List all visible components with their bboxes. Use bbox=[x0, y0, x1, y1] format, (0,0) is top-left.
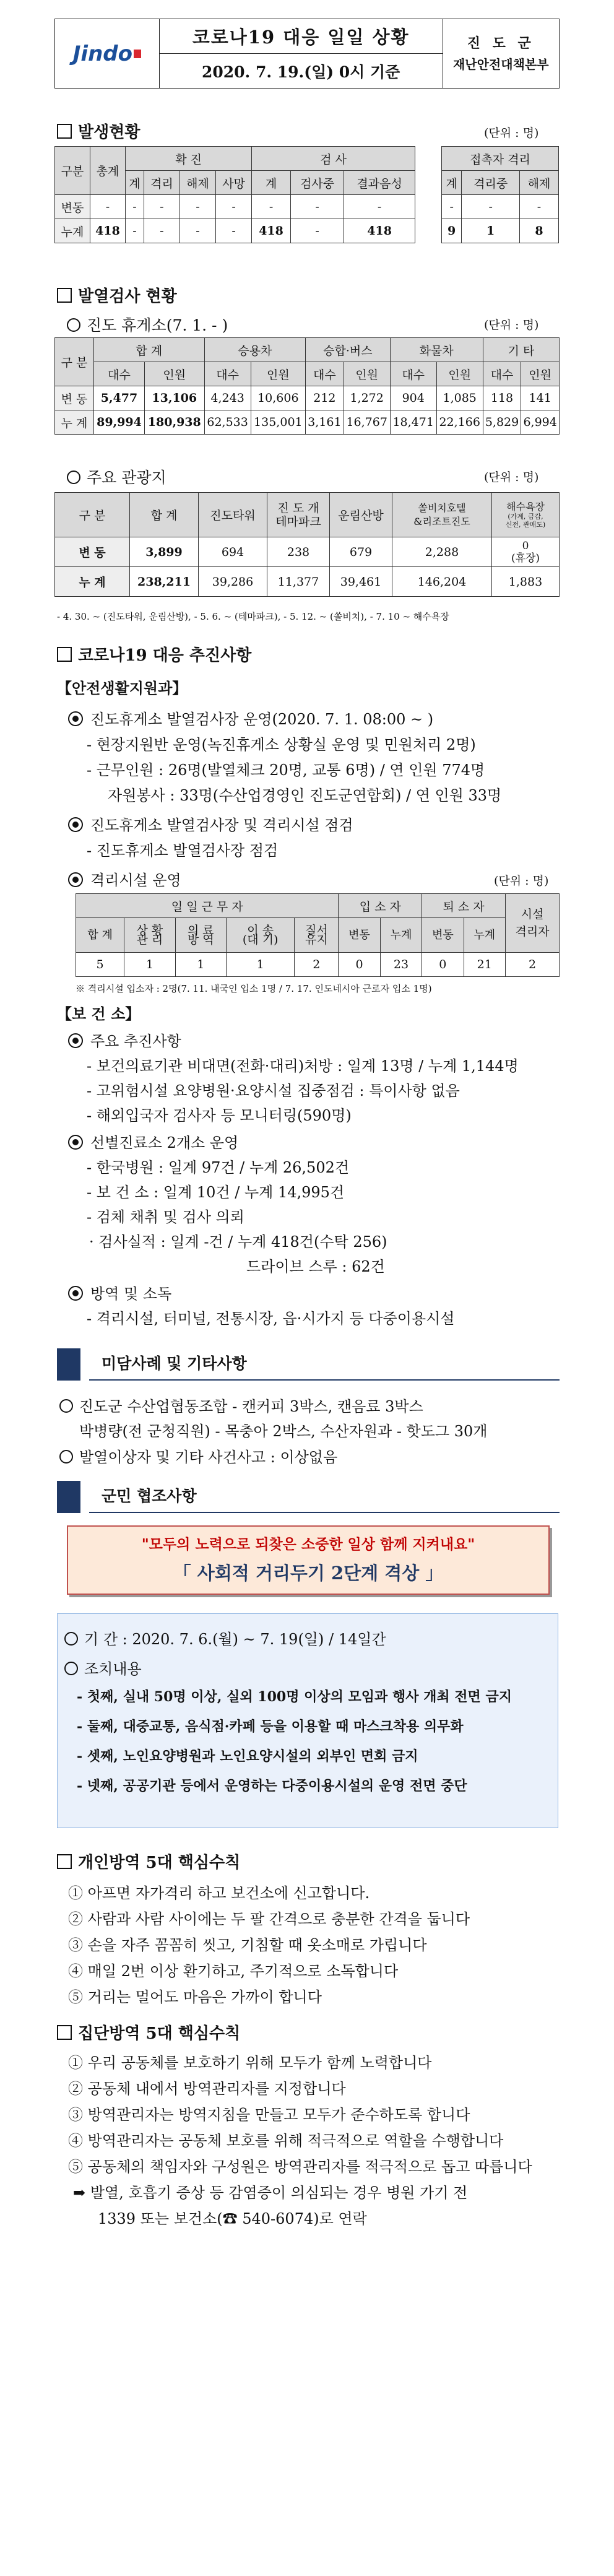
list-item: 격리시설 운영 bbox=[68, 868, 181, 890]
org-cell bbox=[443, 19, 560, 89]
list-item: - 넷째, 공공기관 등에서 운영하는 다중이용시설의 운영 전면 중단 bbox=[77, 1778, 467, 1794]
list-item: - 현장지원반 운영(녹진휴게소 상황실 운영 및 민원처리 2명) bbox=[87, 736, 476, 753]
jindo-logo: Jindo bbox=[73, 41, 141, 66]
contact-isolation-table bbox=[441, 146, 559, 243]
list-item: ① 우리 공동체를 보호하기 위해 모두가 함께 노력합니다 bbox=[68, 2054, 432, 2071]
table-cell: - bbox=[290, 195, 344, 219]
table-cell: 6,994 bbox=[521, 410, 560, 435]
list-item: - 셋째, 노인요양병원과 노인요양시설의 외부인 면회 금지 bbox=[77, 1748, 418, 1764]
table-cell: - bbox=[290, 219, 344, 243]
subheader-cell: 대수 bbox=[94, 362, 145, 386]
subheader-cell: 대수 bbox=[483, 362, 521, 386]
circle-bullet-icon bbox=[59, 1399, 73, 1413]
header-cell: 검 사 bbox=[252, 147, 415, 171]
row-label: 누계 bbox=[55, 219, 90, 243]
table-cell: - bbox=[179, 219, 215, 243]
table-cell: 5,477 bbox=[94, 386, 145, 410]
table-cell: 39,461 bbox=[330, 567, 392, 597]
section-response-title: 코로나19 대응 추진사항 bbox=[57, 643, 251, 666]
table-row bbox=[442, 219, 559, 243]
list-item: 방역 및 소독 bbox=[68, 1281, 171, 1303]
list-item: 자원봉사 : 33명(수산업경영인 진도군연합회) / 연 인원 33명 bbox=[108, 787, 502, 804]
table-cell: - bbox=[216, 195, 252, 219]
table-cell: 62,533 bbox=[204, 410, 251, 435]
circle-bullet-icon bbox=[64, 1632, 78, 1646]
square-bullet-icon bbox=[57, 288, 72, 303]
circle-bullet-icon bbox=[67, 471, 80, 484]
table-cell: 1,272 bbox=[344, 386, 390, 410]
subheader-cell: 결과음성 bbox=[344, 171, 415, 195]
table-cell: 238,211 bbox=[130, 567, 199, 597]
circle-bullet-icon bbox=[64, 1662, 78, 1675]
rest-area-table bbox=[54, 337, 560, 435]
list-item: 주요 추진사항 bbox=[68, 1029, 181, 1051]
table-cell: - bbox=[126, 219, 144, 243]
table-cell: 5 bbox=[76, 953, 124, 977]
header-cell: 구 분 bbox=[55, 493, 130, 537]
banner-slogan: "모두의 노력으로 되찾은 소중한 일상 함께 지켜내요" bbox=[141, 1536, 475, 1553]
list-item: - 진도휴게소 발열검사장 점검 bbox=[87, 842, 279, 859]
list-item: - 고위험시설 요양병원·요양시설 집중점검 : 특이사항 없음 bbox=[87, 1082, 460, 1099]
table-row bbox=[55, 537, 560, 567]
table-cell: 2 bbox=[295, 953, 339, 977]
circle-bullet-icon bbox=[67, 318, 80, 332]
subheader-cell: 인원 bbox=[436, 362, 483, 386]
header-cell: 기 타 bbox=[483, 338, 559, 362]
subheader-cell: 누계 bbox=[380, 918, 422, 953]
list-item: 진도군 수산업협동조합 - 캔커피 3박스, 캔음료 3박스 bbox=[59, 1394, 423, 1416]
rest-area-heading: 진도 휴게소(7. 1. - ) bbox=[67, 313, 228, 336]
header-cell: 일 일 근 무 자 bbox=[76, 894, 339, 918]
table-cell: - bbox=[179, 195, 215, 219]
header-table bbox=[54, 19, 560, 89]
list-item: - 해외입국자 검사자 등 모니터링(590명) bbox=[87, 1107, 352, 1124]
table-cell: 1 bbox=[124, 953, 175, 977]
measures-heading: 조치내용 bbox=[64, 1657, 142, 1678]
table-cell: 1 bbox=[175, 953, 226, 977]
header-cell: 승용차 bbox=[204, 338, 305, 362]
tourist-spot-table bbox=[54, 492, 560, 597]
row-label: 변 동 bbox=[55, 386, 94, 410]
header-cell: 진 도 개 테마파크 bbox=[267, 493, 330, 537]
table-row bbox=[76, 953, 560, 977]
list-item: - 근무인원 : 26명(발열체크 20명, 교통 6명) / 연 인원 774명 bbox=[87, 761, 485, 779]
list-item: ② 사람과 사람 사이에는 두 팔 간격으로 충분한 간격을 둡니다 bbox=[68, 1910, 470, 1928]
subheader-cell: 대수 bbox=[204, 362, 251, 386]
table-cell: 904 bbox=[390, 386, 436, 410]
table-cell: 1 bbox=[226, 953, 294, 977]
table-cell: 0 bbox=[339, 953, 380, 977]
list-item: - 한국병원 : 일계 97건 / 누계 26,502건 bbox=[87, 1159, 350, 1176]
bullseye-bullet-icon bbox=[68, 711, 83, 726]
row-label: 변동 bbox=[55, 195, 90, 219]
table-cell: 22,166 bbox=[436, 410, 483, 435]
subheader-cell: 질서 유지 bbox=[295, 918, 339, 953]
header-cell: 합 계 bbox=[130, 493, 199, 537]
tourist-spot-heading: 주요 관광지 bbox=[67, 466, 166, 488]
table-row bbox=[55, 386, 560, 410]
table-cell: 141 bbox=[521, 386, 560, 410]
bullseye-bullet-icon bbox=[68, 1286, 83, 1301]
list-item: ② 공동체 내에서 방역관리자를 지정합니다 bbox=[68, 2080, 346, 2097]
table-cell: 1,883 bbox=[492, 567, 560, 597]
occurrence-table bbox=[54, 146, 415, 243]
table-cell: 212 bbox=[306, 386, 344, 410]
tourist-note: - 4. 30. ~ (진도타워, 운림산방), - 5. 6. ~ (테마파크), - 5. 12. ~ (쏠비치), - 7. 10 ~ 해수욕장 bbox=[57, 611, 449, 622]
table-cell: - bbox=[126, 195, 144, 219]
table-row bbox=[55, 219, 415, 243]
isolation-facility-table bbox=[76, 893, 560, 977]
list-item: - 격리시설, 터미널, 전통시장, 읍·시가지 등 다중이용시설 bbox=[87, 1310, 455, 1327]
list-item: ① 아프면 자가격리 하고 보건소에 신고합니다. bbox=[68, 1884, 370, 1902]
header-cell: 접촉자 격리 bbox=[442, 147, 559, 171]
header-cell: 총계 bbox=[90, 147, 126, 195]
table-row bbox=[55, 567, 560, 597]
bullseye-bullet-icon bbox=[68, 1135, 83, 1150]
unit-label: (단위 : 명) bbox=[484, 318, 539, 332]
report-title: 코로나19 대응 일일 상황 bbox=[159, 19, 443, 54]
subheader-cell: 누계 bbox=[464, 918, 505, 953]
subheader-cell: 해제 bbox=[179, 171, 215, 195]
header-cell: 입 소 자 bbox=[339, 894, 422, 918]
header-cell: 쏠비치호텔 &리조트진도 bbox=[392, 493, 492, 537]
subheader-cell: 격리 bbox=[144, 171, 179, 195]
table-cell: 8 bbox=[519, 219, 558, 243]
section-occurrence-title: 발생현황 bbox=[57, 119, 140, 142]
subheader-cell: 의 료 방 역 bbox=[175, 918, 226, 953]
list-item: 선별진료소 2개소 운영 bbox=[68, 1130, 238, 1152]
list-item: 진도휴게소 발열검사장 및 격리시설 점검 bbox=[68, 813, 353, 835]
unit-label: (단위 : 명) bbox=[494, 874, 549, 888]
table-cell: 3,161 bbox=[306, 410, 344, 435]
square-bullet-icon bbox=[57, 124, 72, 139]
health-center-heading: 【보 건 소】 bbox=[57, 1005, 141, 1023]
table-row bbox=[442, 195, 559, 219]
square-bullet-icon bbox=[57, 647, 72, 662]
subheader-cell: 상 황 관 리 bbox=[124, 918, 175, 953]
table-cell: 13,106 bbox=[144, 386, 204, 410]
table-cell: 21 bbox=[464, 953, 505, 977]
report-date: 2020. 7. 19.(일) 0시 기준 bbox=[159, 54, 443, 89]
circle-bullet-icon bbox=[59, 1450, 73, 1464]
list-item: - 보건의료기관 비대면(전화·대리)처방 : 일계 13명 / 누계 1,144명 bbox=[87, 1057, 519, 1075]
list-item: 박병량(전 군청직원) - 목충아 2박스, 수산자원과 - 핫도그 30개 bbox=[79, 1423, 488, 1440]
table-cell: 3,899 bbox=[130, 537, 199, 567]
table-cell: 16,767 bbox=[344, 410, 390, 435]
list-item: - 둘째, 대중교통, 음식점·카페 등을 이용할 때 마스크착용 의무화 bbox=[77, 1719, 464, 1735]
subheader-cell: 변동 bbox=[339, 918, 380, 953]
subheader-cell: 변동 bbox=[422, 918, 464, 953]
subheader-cell: 합 계 bbox=[76, 918, 124, 953]
table-cell: - bbox=[442, 195, 462, 219]
table-cell: 694 bbox=[199, 537, 267, 567]
subheader-cell: 격리중 bbox=[462, 171, 520, 195]
table-cell: 180,938 bbox=[144, 410, 204, 435]
org-name: 진 도 군 bbox=[467, 35, 535, 51]
table-cell: 23 bbox=[380, 953, 422, 977]
table-cell: 0 bbox=[422, 953, 464, 977]
section-fever-title: 발열검사 현황 bbox=[57, 284, 177, 306]
table-cell: - bbox=[90, 195, 126, 219]
table-cell: 4,243 bbox=[204, 386, 251, 410]
unit-label: (단위 : 명) bbox=[484, 471, 539, 484]
list-item: - 검체 채취 및 검사 의뢰 bbox=[87, 1208, 244, 1226]
square-bullet-icon bbox=[57, 2025, 72, 2040]
org-department: 재난안전대책본부 bbox=[452, 56, 549, 72]
list-item: ⑤ 공동체의 책임자와 구성원은 방역관리자를 적극적으로 돕고 따릅니다 bbox=[68, 2158, 532, 2175]
banner-headline: 「 사회적 거리두기 2단계 격상 」 bbox=[173, 1563, 444, 1584]
list-item: ➡ 발열, 호흡기 증상 등 감염증이 의심되는 경우 병원 가기 전 bbox=[73, 2184, 468, 2201]
isolation-note: ※ 격리시설 입소자 : 2명(7. 11. 내국인 입소 1명 / 7. 17. 인도네시아 근로자 입소 1명) bbox=[76, 983, 432, 994]
table-cell: - bbox=[252, 195, 291, 219]
table-cell: 89,994 bbox=[94, 410, 145, 435]
table-cell: 39,286 bbox=[199, 567, 267, 597]
table-cell: 418 bbox=[252, 219, 291, 243]
list-item: ③ 방역관리자는 방역지침을 만들고 모두가 준수하도록 합니다 bbox=[68, 2106, 470, 2123]
subheader-cell: 계 bbox=[442, 171, 462, 195]
table-cell: - bbox=[519, 195, 558, 219]
list-item: 1339 또는 보건소(☎ 540-6074)로 연락 bbox=[98, 2210, 367, 2227]
table-cell: 9 bbox=[442, 219, 462, 243]
table-cell: 146,204 bbox=[392, 567, 492, 597]
square-bullet-icon bbox=[57, 1854, 72, 1869]
subheader-cell: 인원 bbox=[521, 362, 560, 386]
table-cell: 18,471 bbox=[390, 410, 436, 435]
table-row bbox=[55, 195, 415, 219]
table-cell: - bbox=[344, 195, 415, 219]
list-item: ④ 방역관리자는 공동체 보호를 위해 적극적으로 역할을 수행합니다 bbox=[68, 2132, 504, 2149]
list-item: - 보 건 소 : 일계 10건 / 누계 14,995건 bbox=[87, 1184, 345, 1201]
table-cell: 1 bbox=[462, 219, 520, 243]
header-cell: 구 분 bbox=[55, 338, 94, 386]
logo-cell bbox=[55, 19, 160, 89]
personal-rules-title: 개인방역 5대 핵심수칙 bbox=[57, 1850, 240, 1873]
list-item: - 첫째, 실내 50명 이상, 실외 100명 이상의 모임과 행사 개최 전면 금지 bbox=[77, 1689, 512, 1705]
subheader-cell: 인원 bbox=[144, 362, 204, 386]
list-item: ③ 손을 자주 꼼꼼히 씻고, 기침할 때 옷소매로 가립니다 bbox=[68, 1936, 427, 1954]
subheader-cell: 인원 bbox=[344, 362, 390, 386]
subheader-cell: 대수 bbox=[390, 362, 436, 386]
table-cell: 1,085 bbox=[436, 386, 483, 410]
header-cell: 시설 격리자 bbox=[506, 894, 560, 953]
table-cell: - bbox=[462, 195, 520, 219]
header-cell: 확 진 bbox=[126, 147, 252, 171]
list-item: ⑤ 거리는 멀어도 마음은 가까이 합니다 bbox=[68, 1988, 322, 2006]
subheader-cell: 인원 bbox=[251, 362, 305, 386]
table-cell: - bbox=[216, 219, 252, 243]
header-cell: 해수욕장 (가계, 금갑, 신전, 관매도) bbox=[492, 493, 560, 537]
header-cell: 운림산방 bbox=[330, 493, 392, 537]
subheader-cell: 대수 bbox=[306, 362, 344, 386]
table-cell: 418 bbox=[90, 219, 126, 243]
unit-label: (단위 : 명) bbox=[484, 126, 539, 140]
bullseye-bullet-icon bbox=[68, 1033, 83, 1048]
table-cell: 118 bbox=[483, 386, 521, 410]
section-marker bbox=[57, 1348, 80, 1381]
list-item: ④ 매일 2번 이상 환기하고, 주기적으로 소독합니다 bbox=[68, 1962, 399, 1980]
table-cell: 5,829 bbox=[483, 410, 521, 435]
table-cell: 679 bbox=[330, 537, 392, 567]
table-cell: 238 bbox=[267, 537, 330, 567]
table-cell: - bbox=[144, 195, 179, 219]
cooperation-title: 군민 협조사항 bbox=[89, 1481, 560, 1513]
good-deeds-title: 미담사례 및 기타사항 bbox=[89, 1348, 560, 1381]
table-cell: 418 bbox=[344, 219, 415, 243]
header-cell: 퇴 소 자 bbox=[422, 894, 506, 918]
subheader-cell: 해제 bbox=[519, 171, 558, 195]
row-label: 변 동 bbox=[55, 537, 130, 567]
list-item: · 검사실적 : 일계 -건 / 누계 418건(수탁 256) bbox=[89, 1233, 387, 1251]
bullseye-bullet-icon bbox=[68, 872, 83, 887]
list-item: 드라이브 스루 : 62건 bbox=[246, 1258, 385, 1275]
header-cell: 구분 bbox=[55, 147, 90, 195]
header-cell: 승합·버스 bbox=[306, 338, 391, 362]
bullseye-bullet-icon bbox=[68, 817, 83, 832]
list-item: 진도휴게소 발열검사장 운영(2020. 7. 1. 08:00 ~ ) bbox=[68, 707, 433, 729]
table-cell: 11,377 bbox=[267, 567, 330, 597]
group-rules-title: 집단방역 5대 핵심수칙 bbox=[57, 2021, 240, 2044]
table-cell: 2,288 bbox=[392, 537, 492, 567]
distancing-banner bbox=[67, 1525, 550, 1595]
subheader-cell: 이 송 (대 기) bbox=[226, 918, 294, 953]
header-cell: 합 계 bbox=[94, 338, 205, 362]
period-line: 기 간 : 2020. 7. 6.(월) ~ 7. 19(일) / 14일간 bbox=[64, 1627, 386, 1649]
row-label: 누 계 bbox=[55, 410, 94, 435]
list-item: 발열이상자 및 기타 사건사고 : 이상없음 bbox=[59, 1445, 337, 1467]
subheader-cell: 계 bbox=[252, 171, 291, 195]
table-cell: - bbox=[144, 219, 179, 243]
table-cell: 2 bbox=[506, 953, 560, 977]
subheader-cell: 검사중 bbox=[290, 171, 344, 195]
header-cell: 진도타워 bbox=[199, 493, 267, 537]
table-row bbox=[55, 410, 560, 435]
section-marker bbox=[57, 1481, 80, 1513]
header-cell: 화물차 bbox=[390, 338, 483, 362]
subheader-cell: 사망 bbox=[216, 171, 252, 195]
safety-dept-heading: 【안전생활지원과】 bbox=[57, 679, 188, 697]
subheader-cell: 계 bbox=[126, 171, 144, 195]
table-cell: 10,606 bbox=[251, 386, 305, 410]
table-cell: 135,001 bbox=[251, 410, 305, 435]
row-label: 누 계 bbox=[55, 567, 130, 597]
table-cell: 0 (휴장) bbox=[492, 537, 560, 567]
